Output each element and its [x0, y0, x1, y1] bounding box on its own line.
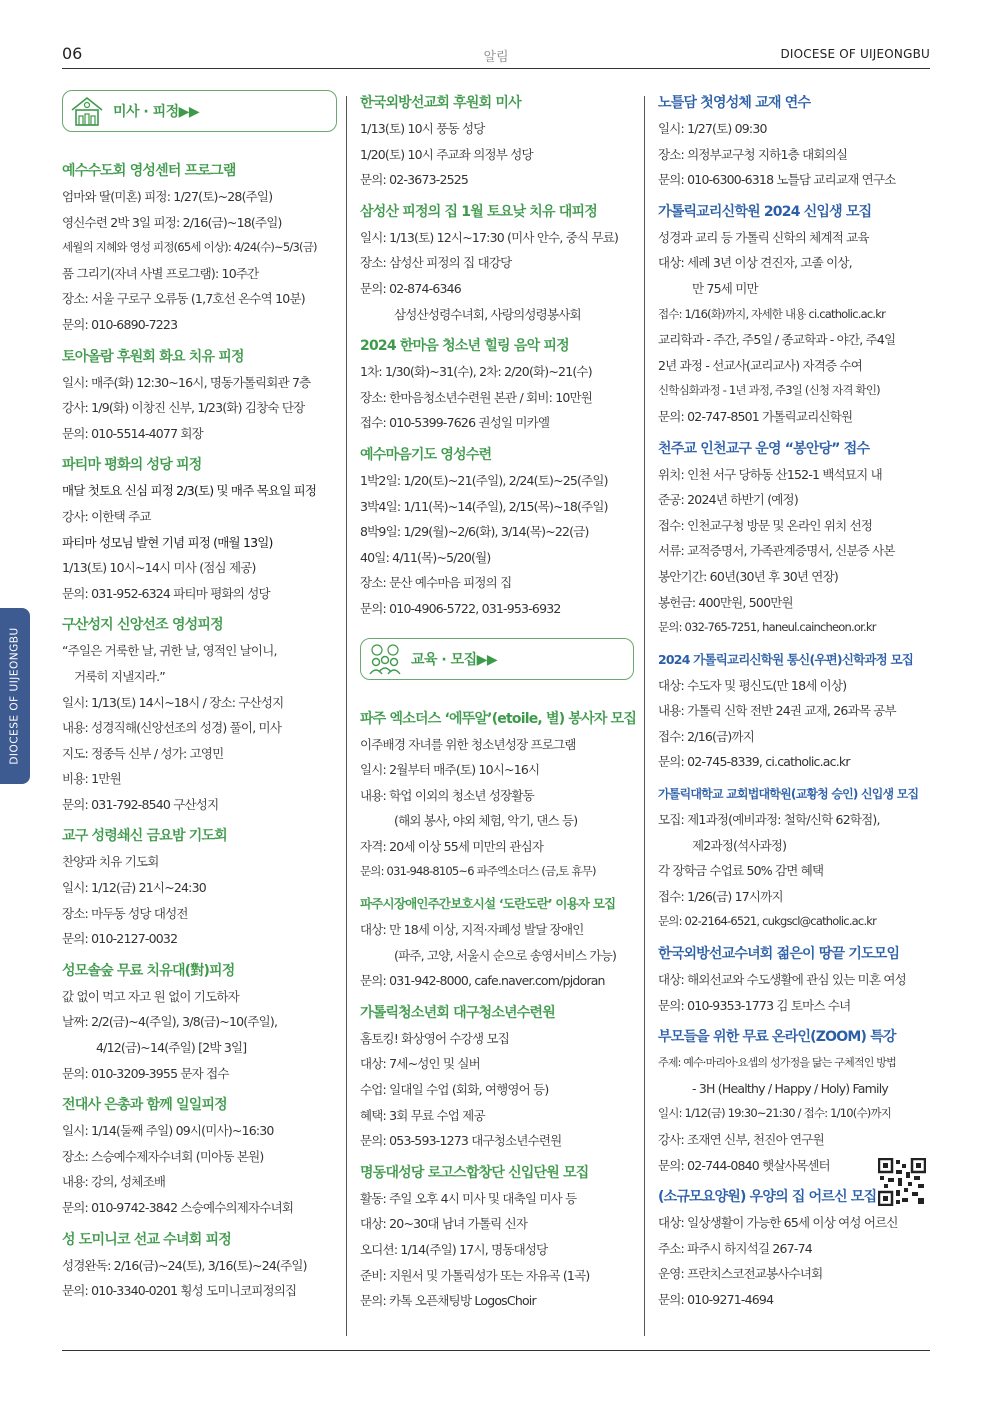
notice-line: 비용: 1만원	[62, 771, 121, 787]
notice-line: 삼성산성령수녀회, 사랑의성령봉사회	[394, 306, 581, 322]
notice-line: 장소: 스승예수제자수녀회 (미아동 본원)	[62, 1148, 264, 1164]
notice-line: 값 없이 먹고 자고 원 없이 기도하자	[62, 988, 239, 1004]
notice-line: 장소: 마두동 성당 대성전	[62, 905, 188, 921]
notice-line: 4/12(금)~14(주일) [2박 3일]	[96, 1040, 247, 1056]
notice-line: 대상: 세례 3년 이상 견진자, 고졸 이상,	[658, 255, 852, 271]
notice-line: 1/13(토) 10시 풍동 성당	[360, 121, 485, 136]
page-header	[62, 44, 930, 69]
notice-block	[658, 647, 930, 775]
notice-line: 문의: 010-9353-1773 김 토마스 수녀	[658, 997, 851, 1013]
notice-line: 문의: 010-3209-3955 문자 접수	[62, 1065, 229, 1081]
notice-block	[62, 958, 337, 1086]
notice-line: 문의: 02-744-0840 햇살사목센터	[658, 1157, 830, 1173]
notice-line: 대상: 수도자 및 평신도(만 18세 이상)	[658, 677, 847, 693]
notice-line: 대상: 20~30대 남녀 가톨릭 신자	[360, 1216, 528, 1232]
notice-line: 주소: 파주시 하지석길 267-74	[658, 1240, 812, 1256]
notice-title: 가톨릭대학교 교회법대학원(교황청 승인) 신입생 모집	[658, 787, 919, 802]
diocese-label: DIOCESE OF UIJEONGBU	[780, 47, 930, 61]
notice-line: 매달 첫토요 신심 피정 2/3(토) 및 매주 목요일 피정	[62, 483, 317, 499]
notice-line: 접수: 010-5399-7626 권성일 미카엘	[360, 415, 550, 431]
notice-line: 서류: 교적증명서, 가족관계증명서, 신분증 사본	[658, 543, 895, 559]
notice-line: 3박4일: 1/11(목)~14(주일), 2/15(목)~18(주일)	[360, 498, 608, 514]
notice-line: 파티마 성모님 발현 기념 피정 (매월 13일)	[62, 534, 273, 550]
notice-title: 예수수도회 영성센터 프로그램	[62, 163, 236, 179]
notice-line: 접수: 1/26(금) 17시까지	[658, 888, 783, 904]
qr-code-icon[interactable]	[878, 1158, 926, 1206]
notice-line: 문의: 010-9271-4694	[658, 1291, 774, 1307]
notice-line: 운영: 프란치스코전교봉사수녀회	[658, 1266, 823, 1282]
notice-line: 활동: 주일 오후 4시 미사 및 대축일 미사 등	[360, 1190, 577, 1206]
notice-title: 성모솔숲 무료 치유대(對)피정	[62, 962, 235, 979]
notice-line: 대상: 7세~성인 및 실버	[360, 1056, 480, 1072]
notice-line: 자격: 20세 이상 55세 미만의 관심자	[360, 838, 544, 854]
notice-block	[62, 344, 337, 447]
church-icon	[67, 91, 107, 131]
notice-line: 대상: 일상생활이 가능한 65세 이상 여성 어르신	[658, 1215, 898, 1231]
notice-line: 영신수련 2박 3일 피정: 2/16(금)~18(주일)	[62, 214, 282, 230]
notice-block	[658, 941, 930, 1018]
notice-line: 강사: 이한택 주교	[62, 508, 151, 524]
notice-block	[62, 1092, 337, 1220]
notice-line: 접수: 인천교구청 방문 및 온라인 위치 선정	[658, 517, 873, 533]
notice-block	[360, 333, 634, 436]
column-divider	[346, 96, 347, 1336]
notice-title: 전대사 은총과 함께 일일피정	[62, 1097, 227, 1114]
notice-line: 문의: 02-745-8339, ci.catholic.ac.kr	[658, 754, 850, 770]
notice-line: 제2과정(석사과정)	[692, 837, 787, 853]
notice-block	[62, 612, 337, 817]
notice-line: 장소: 한마음청소년수련원 본관 / 회비: 10만원	[360, 389, 593, 405]
notice-line: 만 75세 미만	[692, 280, 758, 296]
notice-line: 찬양과 치유 기도회	[62, 854, 159, 870]
notice-title: 명동대성당 로고스합창단 신입단원 모집	[360, 1164, 589, 1181]
notice-line: 문의: 02-747-8501 가톨릭교리신학원	[658, 408, 853, 424]
notice-line: 2년 과정 - 선교사(교리교사) 자격증 수여	[658, 357, 863, 373]
notice-line: 일시: 1/12(금) 19:30~21:30 / 접수: 1/10(수)까지	[658, 1106, 892, 1121]
notice-line: 장소: 삼성산 피정의 집 대강당	[360, 255, 512, 271]
notice-line: 혜택: 3회 무료 수업 제공	[360, 1107, 485, 1123]
notice-line: 장소: 서울 구로구 오류동 (1,7호선 온수역 10분)	[62, 291, 305, 307]
notice-line: 접수: 1/16(화)까지, 자세한 내용 ci.catholic.ac.kr	[658, 306, 885, 321]
notice-line: 세월의 지혜와 영성 피정(65세 이상): 4/24(수)~5/3(금)	[62, 240, 317, 255]
notice-line: 품 그리기(자녀 사별 프로그램): 10주간	[62, 265, 259, 281]
notice-line: 내용: 강의, 성체조배	[62, 1174, 166, 1190]
notice-block	[658, 781, 930, 935]
notice-line: 모집: 제1과정(예비과정: 철학/신학 62학점),	[658, 812, 880, 828]
notice-line: 일시: 매주(화) 12:30~16시, 명동가톨릭회관 7층	[62, 374, 311, 390]
notice-line: 강사: 1/9(화) 이창진 신부, 1/23(화) 김창숙 단장	[62, 400, 305, 416]
notice-block	[360, 706, 637, 886]
notice-title: 예수마음기도 영성수련	[360, 446, 492, 463]
notice-block	[360, 1160, 634, 1314]
notice-title: 한국외방선교수녀회 젊은이 땅끝 기도모임	[658, 946, 900, 963]
notice-block	[360, 1000, 634, 1154]
notice-line: 1박2일: 1/20(토)~21(주일), 2/24(토)~25(주일)	[360, 472, 608, 488]
side-tab-label: DIOCESE OF UIJEONGBU	[9, 627, 22, 765]
column-3	[658, 90, 930, 1313]
notice-title: 부모들을 위한 무료 온라인(ZOOM) 특강	[658, 1029, 896, 1046]
notice-line: 일시: 1/13(토) 14시~18시 / 장소: 구산성지	[62, 694, 284, 710]
column-divider	[644, 96, 645, 1336]
notice-line: 문의: 02-2164-6521, cukgscl@catholic.ac.kr	[658, 914, 877, 929]
notice-line: 일시: 1/27(토) 09:30	[658, 121, 767, 136]
notice-title: 노틀담 첫영성체 교재 연수	[658, 95, 811, 111]
notice-line: 내용: 가톨릭 신학 전반 24권 교재, 26과목 공부	[658, 703, 896, 719]
notice-title: 구산성지 신앙선조 영성피정	[62, 617, 223, 634]
section-title: 미사 · 피정▶▶	[113, 104, 200, 120]
notice-block	[658, 199, 930, 430]
notice-line: - 3H (Healthy / Happy / Holy) Family	[692, 1080, 888, 1096]
notice-line: 준공: 2024년 하반기 (예정)	[658, 492, 798, 508]
notice-line: 오디션: 1/14(주일) 17시, 명동대성당	[360, 1242, 548, 1257]
notice-line: 문의: 010-9742-3842 스승예수의제자수녀회	[62, 1200, 294, 1215]
notice-title: 삼성산 피정의 집 1월 토요낮 치유 대피정	[360, 203, 597, 220]
notice-block	[658, 90, 930, 193]
notice-line: 문의: 02-874-6346	[360, 280, 461, 296]
notice-block	[62, 823, 337, 951]
notice-line: 지도: 정종득 신부 / 성가: 고영민	[62, 745, 224, 761]
notice-line: 각 장학금 수업료 50% 감면 혜택	[658, 863, 824, 879]
notice-line: 장소: 의정부교구청 지하1층 대회의실	[658, 146, 848, 162]
notice-line: 문의: 02-3673-2525	[360, 172, 469, 188]
notice-line: 대상: 만 18세 이상, 지적·자폐성 발달 장애인	[360, 922, 584, 938]
notice-block	[360, 90, 634, 193]
notice-block	[62, 1227, 337, 1304]
notice-line: 문의: 031-948-8105~6 파주엑소더스 (금,토 휴무)	[360, 864, 596, 879]
notice-line: 40일: 4/11(목)~5/20(월)	[360, 549, 491, 565]
notice-line: 신학심화과정 - 1년 과정, 주3일 (신청 자격 확인)	[658, 383, 880, 398]
notice-line: 봉안기간: 60년(30년 후 30년 연장)	[658, 568, 838, 584]
notice-line: 1차: 1/30(화)~31(수), 2차: 2/20(화)~21(수)	[360, 364, 592, 380]
notice-line: 위치: 인천 서구 당하동 산152-1 백석묘지 내	[658, 466, 882, 482]
section-header-education	[360, 638, 634, 680]
notice-line: 내용: 학업 이외의 청소년 성장활동	[360, 787, 534, 803]
notice-title: 파주 엑소더스 ‘에뚜알’(etoile, 별) 봉사자 모집	[360, 710, 637, 727]
notice-line: 일시: 1/12(금) 21시~24:30	[62, 880, 206, 896]
notice-line: 홈토킹! 화상영어 수강생 모집	[360, 1030, 510, 1046]
notice-title: 가톨릭교리신학원 2024 신입생 모집	[658, 203, 872, 220]
notice-line: 문의: 010-6300-6318 노틀담 교리교재 연구소	[658, 172, 896, 188]
notice-block	[360, 199, 634, 327]
section-header-mass	[62, 90, 337, 132]
notice-block	[360, 442, 634, 622]
notice-line: 거룩히 지낼지라.”	[74, 668, 165, 684]
page-number: 06	[62, 44, 83, 63]
notice-line: 내용: 성경직해(신앙선조의 성경) 풀이, 미사	[62, 720, 282, 736]
notice-title: 파티마 평화의 성당 피정	[62, 457, 202, 474]
notice-block	[658, 436, 930, 641]
notice-title: 교구 성령쇄신 금요밤 기도회	[62, 828, 227, 845]
notice-line: 교리학과 - 주간, 주5일 / 종교학과 - 야간, 주4일	[658, 332, 896, 348]
notice-line: 일시: 1/13(토) 12시~17:30 (미사 안수, 중식 무료)	[360, 229, 619, 245]
notice-title: 2024 한마음 청소년 힐링 음악 피정	[360, 338, 569, 355]
notice-line: 1/13(토) 10시~14시 미사 (점심 제공)	[62, 560, 256, 576]
notice-line: 문의: 카톡 오픈채팅방 LogosChoir	[360, 1293, 536, 1309]
notice-title: 2024 가톨릭교리신학원 통신(우편)신학과정 모집	[658, 651, 914, 667]
notice-line: 일시: 2월부터 매주(토) 10시~16시	[360, 762, 540, 778]
notice-title: 파주시장애인주간보호시설 ‘도란도란’ 이용자 모집	[360, 896, 616, 912]
notice-line: 성경과 교리 등 가톨릭 신학의 체계적 교육	[658, 229, 869, 245]
notice-line: 문의: 031-952-6324 파티마 평화의 성당	[62, 585, 270, 601]
notice-line: 문의: 010-6890-7223	[62, 316, 178, 332]
notice-line: 문의: 010-2127-0032	[62, 931, 178, 947]
notice-title: 성 도미니코 선교 수녀회 피정	[62, 1231, 231, 1248]
notice-line: 성경완독: 2/16(금)~24(토), 3/16(토)~24(주일)	[62, 1257, 307, 1273]
notice-line: 주제: 예수·마리아·요셉의 성가정을 닮는 구체적인 방법	[658, 1056, 896, 1070]
notice-title: 천주교 인천교구 운영 “봉안당” 접수	[658, 440, 870, 457]
notice-line: 강사: 조재연 신부, 천진아 연구원	[658, 1132, 824, 1147]
notice-line: 이주배경 자녀를 위한 청소년성장 프로그램	[360, 736, 576, 752]
people-icon	[365, 639, 405, 679]
notice-line: 문의: 010-3340-0201 횡성 도미니코피정의집	[62, 1283, 297, 1299]
column-1	[62, 90, 337, 1304]
notice-line: “주일은 거룩한 날, 귀한 날, 영적인 날이니,	[62, 643, 277, 659]
notice-line: 엄마와 딸(미혼) 피정: 1/27(토)~28(주일)	[62, 189, 273, 204]
section-label: 알림	[483, 50, 509, 65]
notice-line: 수업: 일대일 수업 (회화, 여행영어 등)	[360, 1082, 549, 1098]
notice-line: 문의: 010-5514-4077 회장	[62, 425, 203, 441]
notice-block	[360, 891, 634, 994]
notice-line: 문의: 010-4906-5722, 031-953-6932	[360, 600, 561, 616]
notice-line: (파주, 고양, 서울시 순으로 송영서비스 가능)	[394, 947, 617, 963]
notice-title: 가톨릭청소년회 대구청소년수련원	[360, 1004, 555, 1021]
notice-title: 한국외방선교회 후원회 미사	[360, 95, 521, 111]
notice-block	[62, 158, 337, 338]
notice-line: 문의: 053-593-1273 대구청소년수련원	[360, 1133, 562, 1149]
notice-block	[658, 1024, 930, 1178]
notice-line: 장소: 문산 예수마음 피정의 집	[360, 575, 512, 591]
notice-line: 문의: 031-942-8000, cafe.naver.com/pjdoran	[360, 973, 605, 989]
notice-line: 일시: 1/14(둘째 주일) 09시(미사)~16:30	[62, 1123, 274, 1139]
notice-line: 문의: 031-792-8540 구산성지	[62, 796, 219, 812]
notice-line: 날짜: 2/2(금)~4(주일), 3/8(금)~10(주일),	[62, 1014, 278, 1030]
notice-title: 토아올람 후원회 화요 치유 피정	[62, 348, 244, 365]
notice-line: (해외 봉사, 야외 체험, 악기, 댄스 등)	[394, 813, 578, 829]
bottom-rule	[62, 1350, 930, 1351]
notice-line: 대상: 해외선교와 수도생활에 관심 있는 미혼 여성	[658, 972, 906, 988]
notice-line: 봉헌금: 400만원, 500만원	[658, 594, 793, 610]
notice-line: 준비: 지원서 및 가톨릭성가 또는 자유곡 (1곡)	[360, 1267, 590, 1283]
side-tab	[0, 608, 30, 784]
notice-block	[62, 452, 337, 606]
column-2	[360, 90, 637, 1314]
notice-line: 문의: 032-765-7251, haneul.caincheon.or.kr	[658, 620, 876, 635]
notice-line: 1/20(토) 10시 주교좌 의정부 성당	[360, 146, 533, 162]
notice-line: 8박9일: 1/29(월)~2/6(화), 3/14(목)~22(금)	[360, 524, 589, 540]
notice-title: (소규모요양원) 우양의 집 어르신 모집	[658, 1189, 877, 1206]
notice-line: 접수: 2/16(금)까지	[658, 728, 754, 744]
section-title: 교육 · 모집▶▶	[411, 651, 498, 668]
